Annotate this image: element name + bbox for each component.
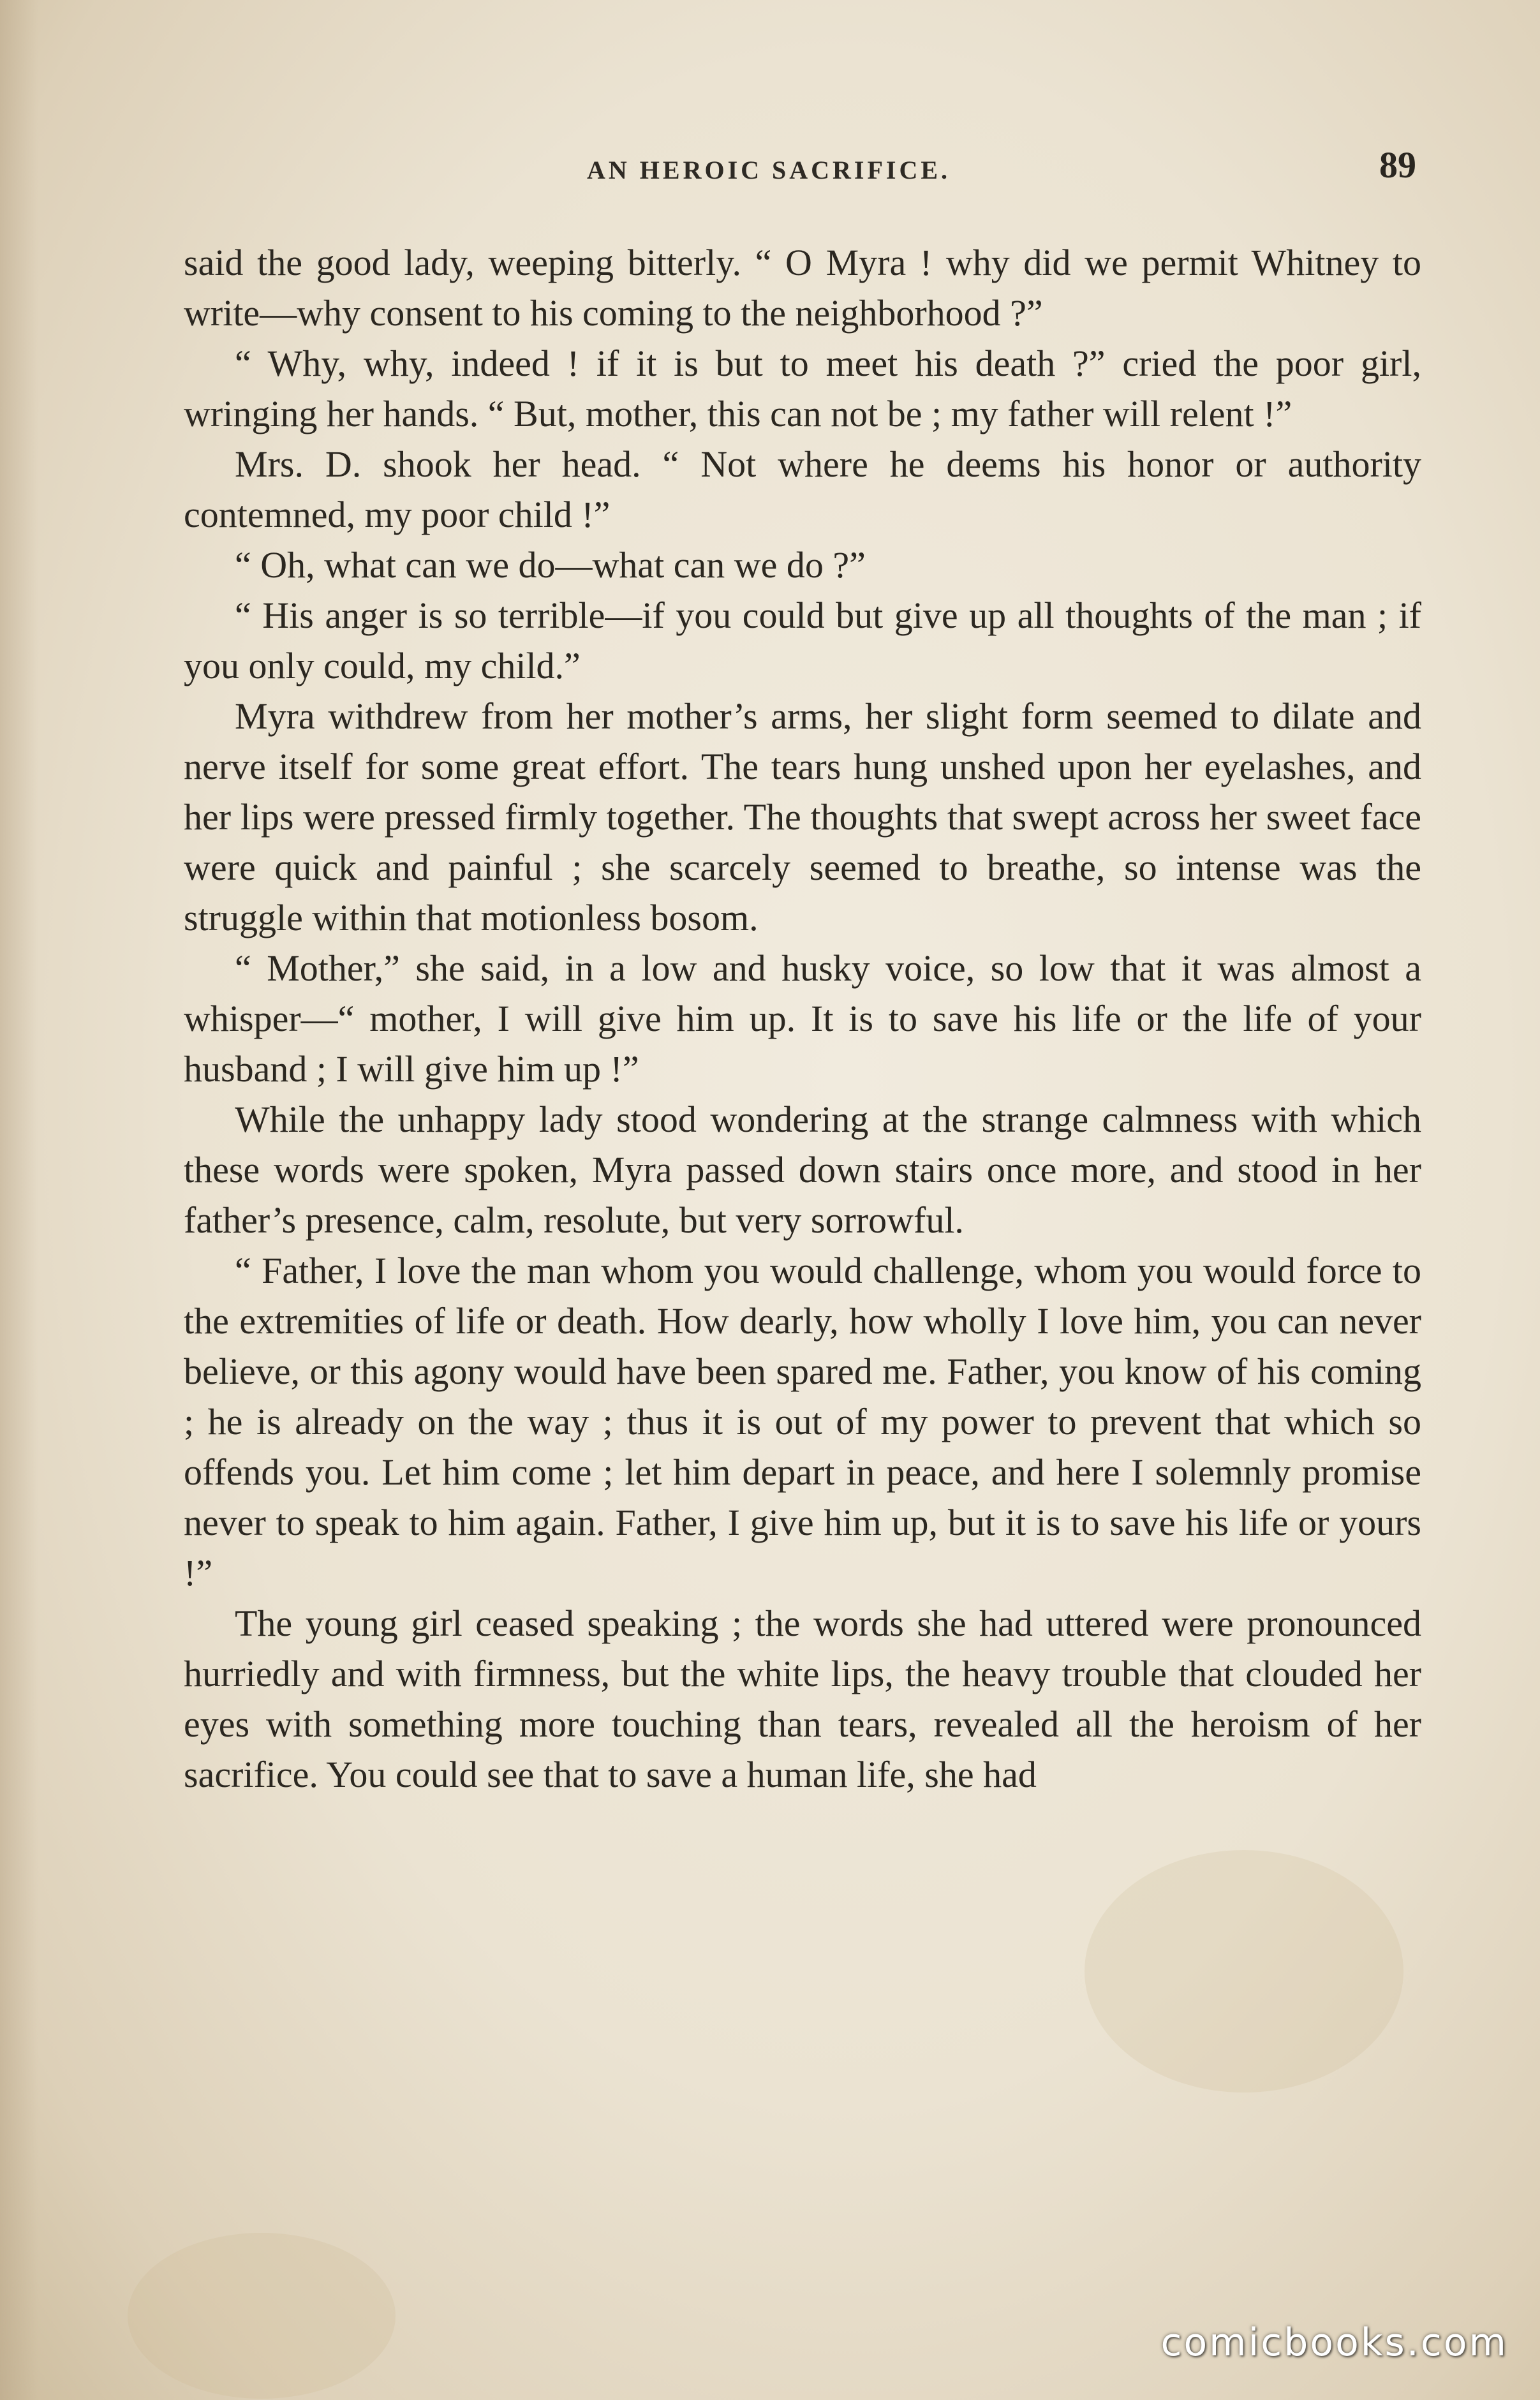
paper-stain — [128, 2233, 396, 2399]
page-header — [185, 144, 1429, 195]
page-number: 89 — [1379, 144, 1416, 186]
watermark: comicbooks.com — [1160, 2320, 1508, 2365]
running-head: AN HEROIC SACRIFICE. — [587, 156, 951, 184]
body-text — [184, 237, 1421, 1800]
paragraph: “ Mother,” she said, in a low and husky voice, so low that it was almost a whisper—“ mother, I will give him up. It is to save his life or the life of your husband ; I will give him up !” — [184, 947, 1421, 1090]
paragraph: While the unhappy lady stood wondering at the strange calmness with which these words were spoken, Myra passed down stairs once more, and stood in her father’s presence, calm, resolute, but very sorrowful. — [184, 1099, 1421, 1241]
paragraph: “ Oh, what can we do—what can we do ?” — [235, 544, 866, 586]
paragraph: Myra withdrew from her mother’s arms, her slight form seemed to dilate and nerve itself for some great effort. The tears hung unshed upon her eyelashes, and her lips were pressed firmly together. The thoughts that swept across her sweet face were quick and painful ; she scarcely seemed to breathe, so intense was the struggle within that motionless bosom. — [184, 695, 1421, 938]
paragraph: said the good lady, weeping bitterly. “ O Myra ! why did we permit Whitney to write—why consent to his coming to the neighborhood ?” — [184, 242, 1421, 334]
paragraph: “ Father, I love the man whom you would challenge, whom you would force to the extremities of life or death. How dearly, how wholly I love him, you can never believe, or this agony would have been spared me. Father, you know of his coming ; he is already on the way ; thus it is out of my power to prevent that which so offends you. Let him come ; let him depart in peace, and here I solemnly promise never to speak to him again. Father, I give him up, but it is to save his life or yours !” — [184, 1250, 1421, 1594]
page-edge-shadow — [0, 0, 38, 2400]
paper-stain — [1085, 1850, 1403, 2093]
paragraph: The young girl ceased speaking ; the words she had uttered were pronounced hurriedly and with firmness, but the white lips, the heavy trouble that clouded her eyes with something more touching than tears, revealed all the heroism of her sacrifice. You could see that to save a human life, she had — [184, 1603, 1421, 1795]
paragraph: “ Why, why, indeed ! if it is but to meet his death ?” cried the poor girl, wringing her hands. “ But, mother, this can not be ; my father will relent !” — [184, 343, 1421, 434]
paragraph: “ His anger is so terrible—if you could but give up all thoughts of the man ; if you only could, my child.” — [184, 595, 1421, 686]
paragraph: Mrs. D. shook her head. “ Not where he deems his honor or authority contemned, my poor child !” — [184, 443, 1421, 535]
